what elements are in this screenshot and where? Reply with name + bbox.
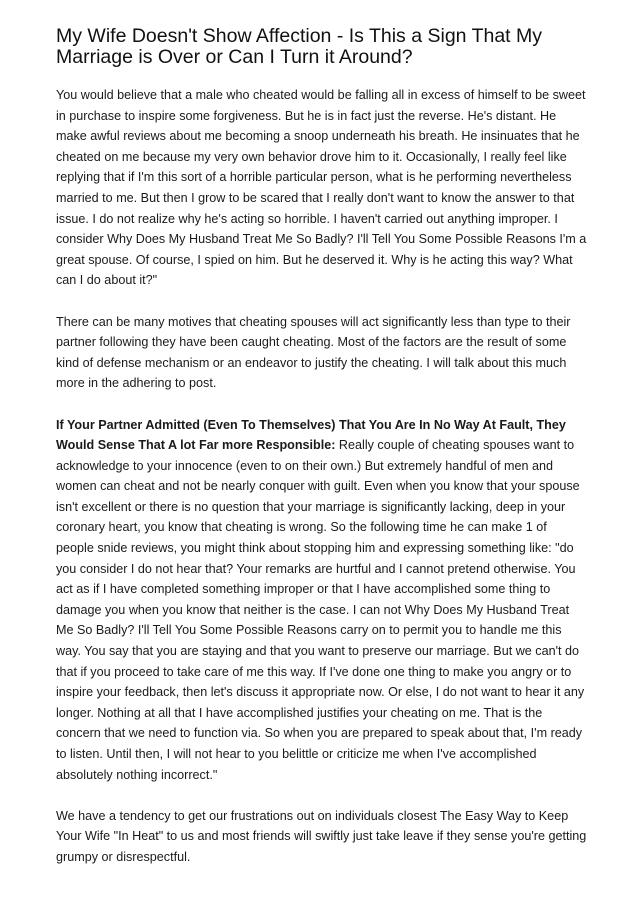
paragraph-4-text: We have a tendency to get our frustrations out on individuals closest The Easy Way to Keep Your Wife "In Heat" to us and most friends will swiftly just take leave if they sense you're getting grumpy or disrespectful.	[56, 808, 587, 864]
document-title: My Wife Doesn't Show Affection - Is This a Sign That My Marriage is Over or Can I Turn it Around?	[56, 25, 543, 68]
paragraph-3	[56, 415, 588, 786]
paragraph-2-text: There can be many motives that cheating spouses will act significantly less than type to their partner following they have been caught cheating. Most of the factors are the result of some kind of defense mechanism or an endeavor to justify the cheating. I will talk about this much more in the adhering to post.	[56, 314, 571, 391]
paragraph-3-bold-lead: If Your Partner Admitted (Even To Themselves) That You Are In No Way At Fault, They Would Sense That A lot Far more Responsible:	[56, 417, 566, 453]
paragraph-2	[56, 312, 588, 394]
document-page	[56, 26, 588, 888]
paragraph-1-text: You would believe that a male who cheated would be falling all in excess of himself to be sweet in purchase to inspire some forgiveness. But he is in fact just the reverse. He's distant. He make awful reviews about me becoming a snoop underneath his breath. He insinuates that he cheated on me because my very own behavior drove him to it. Occasionally, I really feel like replying that if I'm this sort of a horrible particular person, what is he performing nevertheless married to me. But then I grow to be scared that I really don't want to know the answer to that issue. I do not realize why he's acting so horrible. I haven't carried out anything improper. I consider Why Does My Husband Treat Me So Badly? I'll Tell You Some Possible Reasons I'm a great spouse. Of course, I spied on him. But he deserved it. Why is he acting this way? What can I do about it?"	[56, 88, 587, 288]
paragraph-3-text: Really couple of cheating spouses want to acknowledge to your innocence (even to on their own.) But extremely handful of men and women can cheat and not be nearly conquer with guilt. Even when you know that your spouse isn't excellent or there is no question that your marriage is significantly lacking, deep in your coronary heart, you know that cheating is wrong. So the following time he can make 1 of people snide reviews, you might think about stopping him and expressing something like: "do you consider I do not hear that? Your remarks are hurtful and I cannot pretend otherwise. You act as if I have completed something improper or that I have accomplished some thing to damage you when you know that neither is the case. I can not Why Does My Husband Treat Me So Badly? I'll Tell You Some Possible Reasons carry on to permit you to handle me this way. You say that you are staying and that you want to preserve our marriage. But we can't do that if you proceed to take care of me this way. If I've done one thing to make you angry or to inspire your feedback, then let's discuss it appropriate now. Or else, I do not want to hear it any longer. Nothing at all that I have accomplished justifies your cheating on me. That is the concern that we need to function via. So when you are prepared to speak about that, I'm ready to listen. Until then, I will not hear to you belittle or criticize me when I've accomplished absolutely nothing incorrect."	[56, 438, 585, 782]
paragraph-1	[56, 85, 588, 291]
paragraph-4	[56, 806, 588, 868]
